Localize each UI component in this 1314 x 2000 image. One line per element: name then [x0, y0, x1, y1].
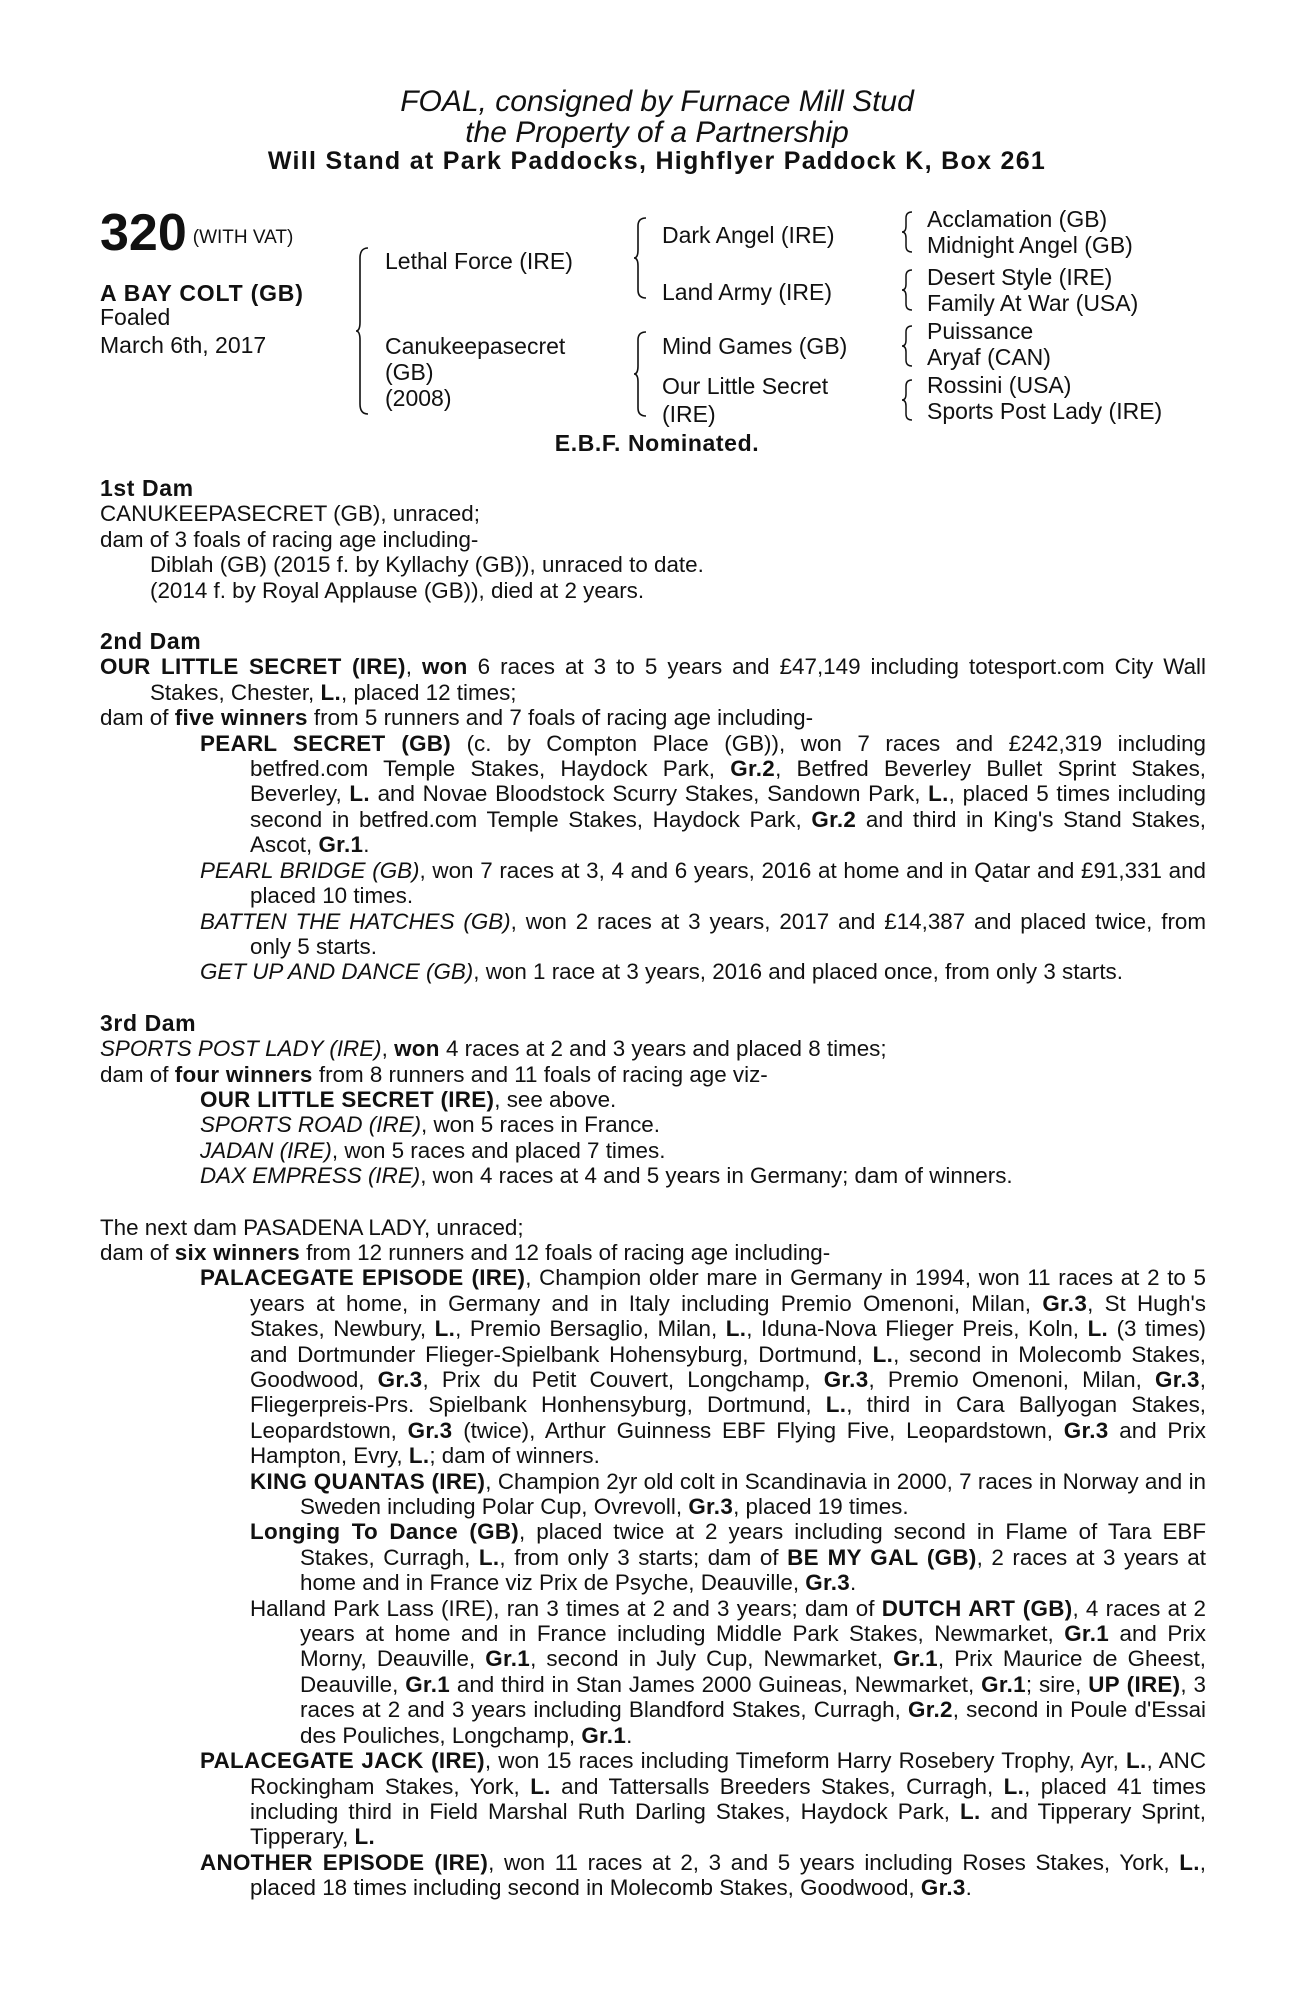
third-dam-produce-summary: dam of four winners from 8 runners and 11 foals of racing age viz- — [100, 1061, 768, 1087]
produce-another-episode: ANOTHER EPISODE (IRE), won 11 races at 2, 3 and 5 years including Roses Stakes, York, L., placed 18 times including second in Molecomb Stakes, Goodwood, Gr.3. — [200, 1849, 1207, 1901]
pedigree-dsd: Aryaf (CAN) — [927, 344, 1051, 370]
produce-longing-to-dance: Longing To Dance (GB), placed twice at 2 years including second in Flame of Tara EBF Stakes, Curragh, L., from only 3 starts; dam of BE MY GAL (GB), 2 races at 3 years at home and in France viz Prix de Psyche, Deauville, Gr.3. — [250, 1519, 1206, 1596]
pedigree-sdd: Family At War (USA) — [927, 290, 1139, 316]
foaled-label: Foaled — [100, 304, 171, 330]
pedigree-sire: Lethal Force (IRE) — [385, 248, 573, 274]
consignor-line: FOAL, consigned by Furnace Mill Stud — [400, 85, 914, 118]
pedigree-dam-sire: Mind Games (GB) — [662, 333, 848, 359]
pedigree-dam-line1: Canukeepasecret — [385, 333, 566, 359]
pedigree-brace-ds — [902, 324, 914, 368]
pedigree-dam-line2: (GB) — [385, 359, 434, 385]
pedigree-dam-dam-line2: (IRE) — [662, 401, 716, 427]
property-line: the Property of a Partnership — [465, 116, 849, 149]
produce-king-quantas: KING QUANTAS (IRE), Champion 2yr old colt in Scandinavia in 2000, 7 races in Norway and in Sweden including Polar Cup, Ovrevoll, Gr.3, placed 19 times. — [250, 1468, 1206, 1520]
third-dam-section — [100, 1011, 1206, 1189]
produce-halland-park-lass: Halland Park Lass (IRE), ran 3 times at 2 and 3 years; dam of DUTCH ART (GB), 4 races at 2 years at home and in France including Middle Park Stakes, Newmarket, Gr.1 and Prix Morny, Deauville, Gr.1, second in July Cup, Newmarket, Gr.1, Prix Maurice de Gheest, Deauville, Gr.1 and third in Stan James 2000 Guineas, Newmarket, Gr.1; sire, UP (IRE), 3 races at 2 and 3 years including Blandford Stakes, Curragh, Gr.2, second in Poule d'Essai des Pouliches, Longchamp, Gr.1. — [250, 1595, 1207, 1748]
produce-batten-the-hatches: BATTEN THE HATCHES (GB), won 2 races at 3 years, 2017 and £14,387 and placed twice, from only 5 starts. — [200, 908, 1207, 959]
ebf-nominated: E.B.F. Nominated. — [554, 430, 760, 456]
first-dam-foals-line: dam of 3 foals of racing age including- — [100, 526, 479, 552]
next-dam-line: The next dam PASADENA LADY, unraced; — [100, 1214, 524, 1240]
produce-palacegate-episode: PALACEGATE EPISODE (IRE), Champion older mare in Germany in 1994, won 11 races at 2 to 5 years at home, in Germany and in Italy including Premio Omenoni, Milan, Gr.3, St Hugh's Stakes, Newbury, L., Premio Bersaglio, Milan, L., Iduna-Nova Flieger Preis, Koln, L. (3 times) and Dortmunder Flieger-Spielbank Hohensyburg, Dortmund, L., second in Molecomb Stakes, Goodwood, Gr.3, Prix du Petit Couvert, Longchamp, Gr.3, Premio Omenoni, Milan, Gr.3, Fliegerpreis-Prs. Spielbank Honhensyburg, Dortmund, L., third in Cara Ballyogan Stakes, Leopardstown, Gr.3 (twice), Arthur Guinness EBF Flying Five, Leopardstown, Gr.3 and Prix Hampton, Evry, L.; dam of winners. — [200, 1265, 1207, 1469]
lot-title: A BAY COLT (GB) — [100, 280, 304, 306]
pedigree-brace-ss — [902, 210, 914, 254]
pedigree-dam-dam-line1: Our Little Secret — [662, 373, 829, 399]
stand-location: Will Stand at Park Paddocks, Highflyer Paddock K, Box 261 — [267, 147, 1047, 175]
next-dam-produce-summary: dam of six winners from 12 runners and 12 foals of racing age including- — [100, 1239, 831, 1265]
second-dam-produce-summary: dam of five winners from 5 runners and 7 foals of racing age including- — [100, 705, 814, 731]
catalogue-body — [100, 476, 1206, 1901]
produce-jadan: JADAN (IRE), won 5 races and placed 7 times. — [200, 1137, 666, 1163]
first-dam-heading: 1st Dam — [100, 475, 194, 501]
third-dam-heading: 3rd Dam — [100, 1009, 197, 1036]
first-dam-line: CANUKEEPASECRET (GB), unraced; — [100, 501, 480, 527]
lot-number: 320 — [100, 204, 187, 262]
second-dam-heading: 2nd Dam — [100, 628, 202, 655]
produce-dax-empress: DAX EMPRESS (IRE), won 4 races at 4 and 5 years in Germany; dam of winners. — [200, 1163, 1013, 1189]
second-dam-record: OUR LITTLE SECRET (IRE), won 6 races at 3 to 5 years and £47,149 including totesport.com City Wall Stakes, Chester, L., placed 12 times; — [100, 654, 1206, 705]
pedigree-dam-line3: (2008) — [385, 385, 452, 411]
pedigree-brace-main — [356, 246, 370, 416]
pedigree-brace-dam — [634, 330, 648, 418]
pedigree-ddd: Sports Post Lady (IRE) — [927, 398, 1163, 424]
third-dam-record: SPORTS POST LADY (IRE), won 4 races at 2 and 3 years and placed 8 times; — [100, 1036, 887, 1062]
pedigree-sire-dam: Land Army (IRE) — [662, 279, 832, 305]
produce-our-little-secret: OUR LITTLE SECRET (IRE), see above. — [200, 1086, 617, 1112]
produce-palacegate-jack: PALACEGATE JACK (IRE), won 15 races including Timeform Harry Rosebery Trophy, Ayr, L., ANC Rockingham Stakes, York, L. and Tattersalls Breeders Stakes, Curragh, L., placed 41 times including third in Field Marshal Ruth Darling Stakes, Haydock Park, L. and Tipperary Sprint, Tipperary, L. — [200, 1748, 1206, 1850]
vat-note: (WITH VAT) — [192, 227, 294, 248]
pedigree-sds: Desert Style (IRE) — [927, 264, 1113, 290]
pedigree-brace-sire — [634, 216, 648, 300]
foaled-date: March 6th, 2017 — [100, 332, 267, 358]
pedigree-sire-sire: Dark Angel (IRE) — [662, 222, 835, 248]
produce-pearl-bridge: PEARL BRIDGE (GB), won 7 races at 3, 4 and 6 years, 2016 at home and in Qatar and £91,331 and placed 10 times. — [200, 857, 1206, 909]
next-dam-section — [100, 1215, 1206, 1901]
pedigree-brace-dd — [902, 378, 914, 422]
produce-pearl-secret: PEARL SECRET (GB) (c. by Compton Place (GB)), won 7 races and £242,319 including betfred.com Temple Stakes, Haydock Park, Gr.2, Betfred Beverley Bullet Sprint Stakes, Beverley, L. and Novae Bloodstock Scurry Stakes, Sandown Park, L., placed 5 times including second in betfred.com Temple Stakes, Haydock Park, Gr.2 and third in King's Stand Stakes, Ascot, Gr.1. — [200, 730, 1206, 858]
first-dam-section — [100, 476, 1206, 603]
lot-number-block — [100, 206, 293, 260]
pedigree-sss: Acclamation (GB) — [927, 206, 1108, 232]
produce-2014: (2014 f. by Royal Applause (GB)), died at 2 years. — [150, 577, 645, 603]
produce-get-up-and-dance: GET UP AND DANCE (GB), won 1 race at 3 years, 2016 and placed once, from only 3 starts. — [200, 959, 1123, 985]
produce-diblah: Diblah (GB) (2015 f. by Kyllachy (GB)), unraced to date. — [150, 552, 704, 578]
pedigree-brace-sd — [902, 268, 914, 312]
pedigree-ssd: Midnight Angel (GB) — [927, 232, 1133, 258]
pedigree-dds: Rossini (USA) — [927, 372, 1072, 398]
second-dam-section — [100, 629, 1206, 985]
produce-sports-road: SPORTS ROAD (IRE), won 5 races in France. — [200, 1112, 660, 1138]
pedigree-dss: Puissance — [927, 318, 1034, 344]
